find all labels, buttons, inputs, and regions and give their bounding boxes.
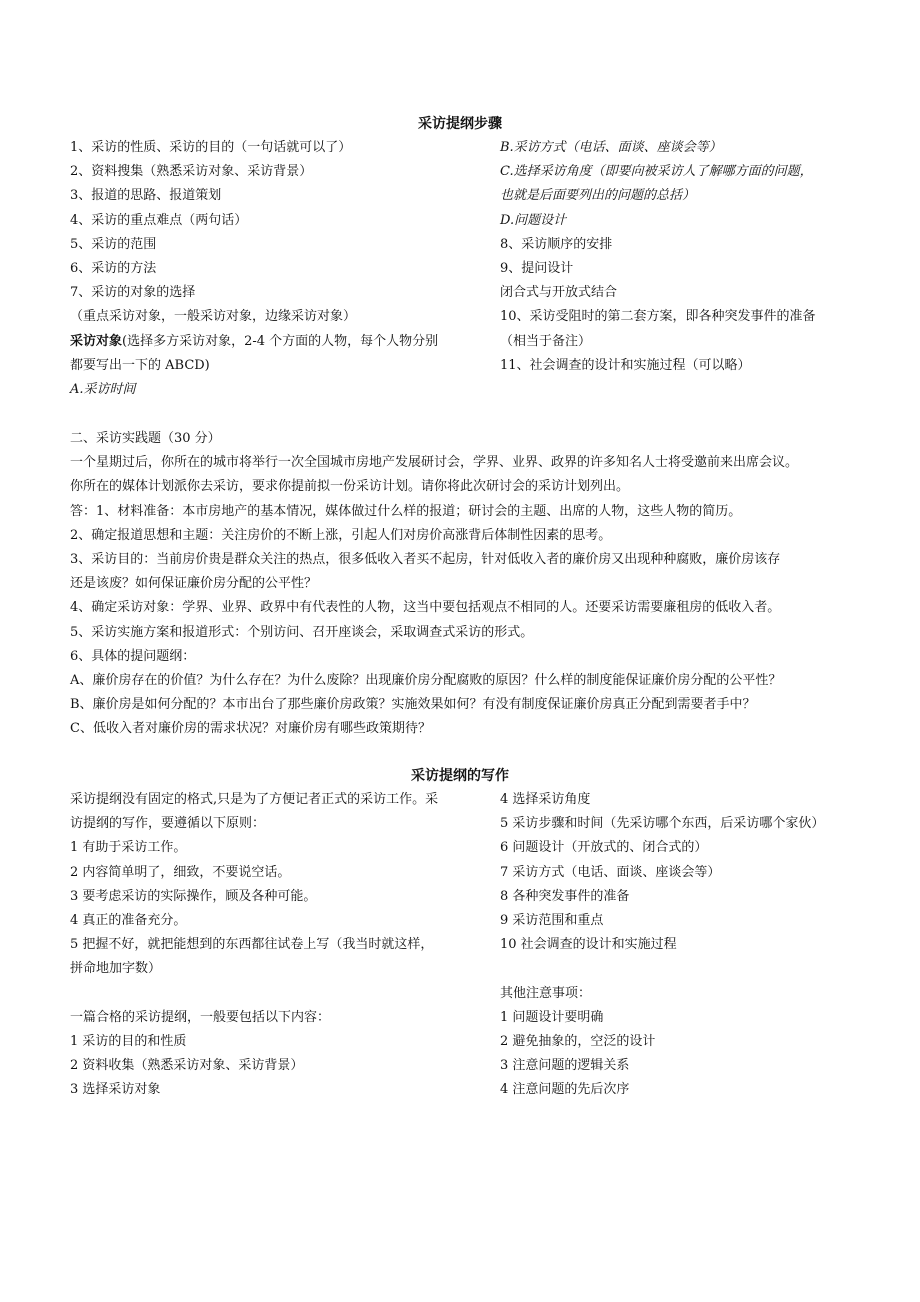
text-line: 闭合式与开放式结合 — [500, 285, 618, 301]
outline-writing-right-column — [500, 788, 860, 1102]
outline-writing-left-column — [70, 788, 480, 1102]
text-line: 4 注意问题的先后次序 — [500, 1082, 630, 1098]
text-line: 也就是后面要列出的问题的总括） — [500, 188, 696, 204]
text-line: C、低收入者对廉价房的需求状况？对廉价房有哪些政策期待？ — [70, 721, 431, 737]
text-line: 一个星期过后，你所在的城市将举行一次全国城市房地产发展研讨会，学界、业界、政界的许多知名人士将受邀前来出席会议。 — [70, 455, 799, 471]
text-line: 2、资料搜集（熟悉采访对象、采访背景） — [70, 164, 313, 180]
text-line: C.选择采访角度（即要向被采访人了解哪方面的问题， — [500, 164, 813, 180]
text-line: 3、报道的思路、报道策划 — [70, 188, 222, 204]
outline-steps-right-column — [500, 136, 860, 378]
text-line: 7、采访的对象的选择 — [70, 285, 196, 301]
text-line: （相当于备注） — [500, 333, 592, 349]
text-line: 二、采访实践题（30 分） — [70, 431, 221, 446]
outline-steps-left-column — [70, 136, 480, 402]
text-line: B、廉价房是如何分配的？本市出台了那些廉价房政策？实施效果如何？有没有制度保证廉价房真正分配到需要者手中？ — [70, 697, 756, 713]
text-line: 4 真正的准备充分。 — [70, 912, 187, 928]
object-line — [70, 330, 480, 354]
text-line: 2 内容简单明了，细致，不要说空话。 — [70, 864, 291, 880]
section-title-outline-writing: 采访提纲的写作 — [411, 768, 509, 784]
text-line: 3、采访目的：当前房价贵是群众关注的热点，很多低收入者买不起房，针对低收入者的廉价房又出现种种腐败，廉价房该存 — [70, 551, 781, 567]
text-line: 3 注意问题的逻辑关系 — [500, 1058, 630, 1074]
text-line: 还是该废？如何保证廉价房分配的公平性？ — [70, 576, 318, 592]
text-line: 5、采访实施方案和报道形式：个别访问、召开座谈会，采取调查式采访的形式。 — [70, 624, 534, 640]
item-a-line: A.采访时间 — [70, 381, 136, 397]
text-line: 2 避免抽象的，空泛的设计 — [500, 1033, 656, 1049]
text-line: 10、采访受阻时的第二套方案，即各种突发事件的准备 — [500, 309, 816, 325]
text-line: 6、具体的提问题纲： — [70, 648, 196, 664]
text-line: 2 资料收集（熟悉采访对象、采访背景） — [70, 1058, 304, 1074]
text-line: 10 社会调查的设计和实施过程 — [500, 937, 677, 953]
text-line: 5、采访的范围 — [70, 236, 157, 252]
text-line: 4、确定采访对象：学界、业界、政界中有代表性的人物，这当中要包括观点不相同的人。还要采访需要廉租房的低收入者。 — [70, 600, 781, 616]
text-line: 1 有助于采访工作。 — [70, 840, 187, 856]
text-line: 1 采访的目的和性质 — [70, 1033, 187, 1049]
text-line: 4、采访的重点难点（两句话） — [70, 212, 248, 228]
text-line: 6、采访的方法 — [70, 260, 157, 276]
text-line: 5 把握不好，就把能想到的东西都往试卷上写（我当时就这样， — [70, 937, 434, 953]
text-line: 你所在的媒体计划派你去采访，要求你提前拟一份采访计划。请你将此次研讨会的采访计划列出。 — [70, 479, 630, 495]
text-line: 答：1、材料准备：本市房地产的基本情况，媒体做过什么样的报道；研讨会的主题、出席的人物，这些人物的简历。 — [70, 503, 742, 519]
section-title-outline-steps: 采访提纲步骤 — [418, 116, 502, 132]
text-line: 8、采访顺序的安排 — [500, 236, 613, 252]
text-line: 一篇合格的采访提纲，一般要包括以下内容： — [70, 1009, 331, 1025]
text-line: 访提纲的写作，要遵循以下原则： — [70, 816, 266, 832]
object-label: 采访对象 — [70, 333, 123, 349]
text-line: 11、社会调查的设计和实施过程（可以略） — [500, 357, 751, 373]
practice-question-section — [70, 427, 798, 741]
text-line: （重点采访对象，一般采访对象，边缘采访对象） — [70, 309, 357, 325]
text-line: 5 采访步骤和时间（先采访哪个东西，后采访哪个家伙） — [500, 816, 825, 832]
text-line: 其他注意事项： — [500, 985, 592, 1001]
text-line: 3 要考虑采访的实际操作，顾及各种可能。 — [70, 888, 317, 904]
text-line: 7 采访方式（电话、面谈、座谈会等） — [500, 864, 721, 880]
text-line: 6 问题设计（开放式的、闭合式的） — [500, 840, 708, 856]
blank-line — [500, 957, 860, 981]
text-line: 2、确定报道思想和主题：关注房价的不断上涨，引起人们对房价高涨背后体制性因素的思考。 — [70, 527, 612, 543]
text-line: 4 选择采访角度 — [500, 792, 591, 807]
text-line: D.问题设计 — [500, 212, 567, 228]
text-line: 1、采访的性质、采访的目的（一句话就可以了） — [70, 140, 352, 155]
text-line: 1 问题设计要明确 — [500, 1009, 604, 1025]
text-line: 8 各种突发事件的准备 — [500, 888, 630, 904]
text-line: B.采访方式（电话、面谈、座谈会等） — [500, 140, 722, 155]
text-line: 采访提纲没有固定的格式,只是为了方便记者正式的采访工作。采 — [70, 792, 439, 807]
text-line: 9、提问设计 — [500, 260, 574, 276]
text-line: A、廉价房存在的价值？为什么存在？为什么废除？出现廉价房分配腐败的原因？什么样的制度能保证廉价房分配的公平性？ — [70, 672, 782, 688]
text-line: 拼命地加字数） — [70, 961, 162, 977]
text-line: 3 选择采访对象 — [70, 1082, 161, 1098]
text-line: 都要写出一下的 ABCD) — [70, 357, 210, 373]
text-line: 9 采访范围和重点 — [500, 912, 604, 928]
blank-line — [70, 982, 480, 1006]
object-text: (选择多方采访对象，2-4 个方面的人物，每个人物分别 — [122, 333, 439, 349]
